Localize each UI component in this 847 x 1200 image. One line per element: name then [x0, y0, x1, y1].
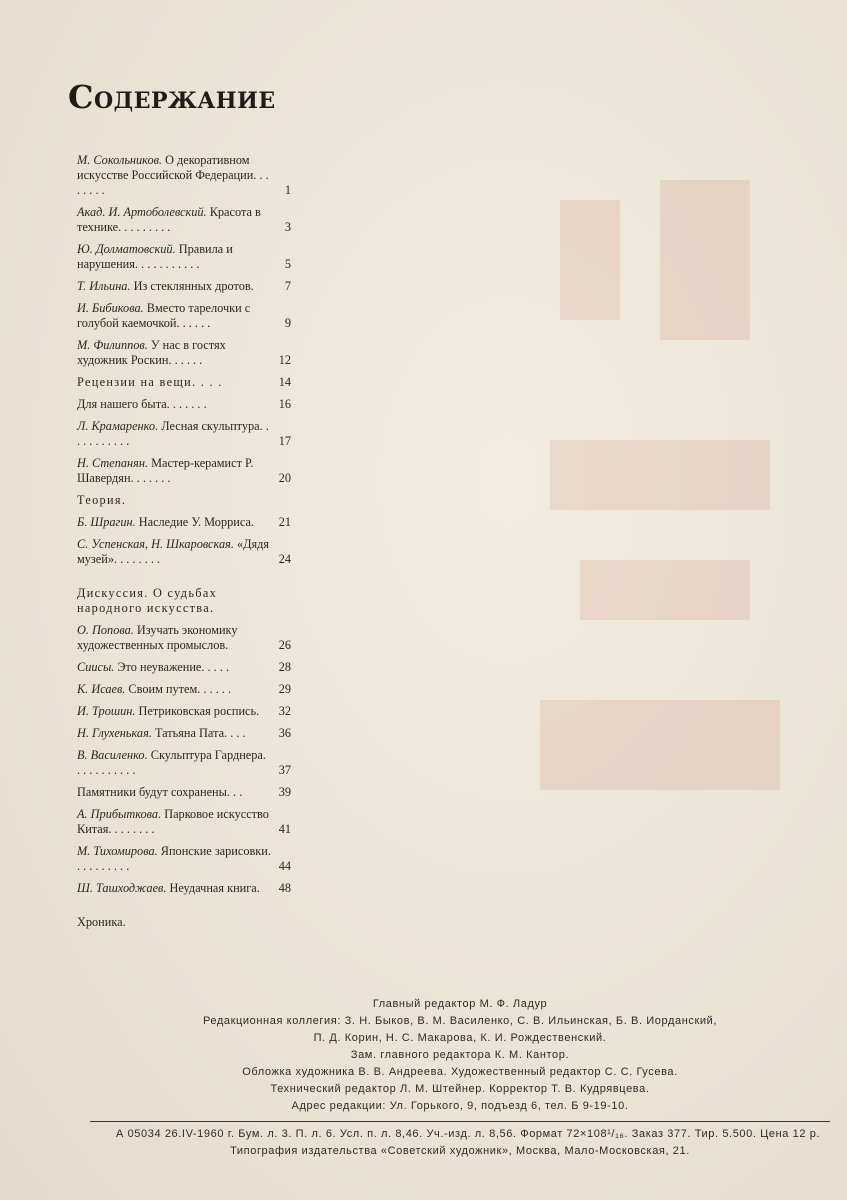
- toc-entry-text: [77, 537, 271, 567]
- imprint-editor: Главный редактор М. Ф. Ладур: [372, 998, 548, 1010]
- toc-entry-author: В. Василенко.: [77, 748, 148, 762]
- toc-entry-text: [77, 726, 271, 741]
- toc-entry: [77, 419, 291, 449]
- toc-entry-text: [77, 844, 271, 874]
- toc-entry: [77, 844, 291, 874]
- toc-entry-author: М. Сокольников.: [77, 153, 163, 167]
- toc-entry-page: 9: [284, 316, 291, 330]
- toc-entry-page: 48: [278, 881, 291, 895]
- toc-entry-text: [77, 301, 271, 331]
- bleed-through-graphic: [520, 140, 820, 840]
- toc-entry-title: Для нашего быта. . . . . . .: [77, 397, 207, 411]
- imprint-tech-editor: Технический редактор Л. М. Штейнер. Корректор Т. В. Кудрявцева.: [270, 1083, 650, 1095]
- toc-entry: [77, 279, 291, 294]
- page-title: Содержание: [68, 78, 276, 116]
- toc-entry-author: И. Трошин.: [77, 704, 136, 718]
- toc-entry: [77, 881, 291, 896]
- toc-entry-title: Своим путем. . . . . .: [125, 682, 232, 696]
- imprint-deputy: Зам. главного редактора К. М. Кантор.: [350, 1049, 570, 1061]
- toc-entry: [77, 682, 291, 697]
- toc-entry: [77, 623, 291, 653]
- toc-entry-text: [77, 704, 271, 719]
- toc-entry-author: Л. Крамаренко.: [77, 419, 159, 433]
- toc-entry: [77, 493, 291, 508]
- toc-entry-page: 12: [278, 353, 291, 367]
- toc-entry-author: Т. Ильина.: [77, 279, 131, 293]
- toc-entry-text: [77, 493, 271, 508]
- toc-entry: [77, 586, 291, 616]
- toc-entry-title: Изучать экономику художественных промыслов.: [77, 623, 238, 652]
- toc-entry-author: Н. Степанян.: [77, 456, 149, 470]
- toc-entry: [77, 375, 291, 390]
- toc-entry-text: [77, 586, 271, 616]
- toc-entry-text: [77, 338, 271, 368]
- toc-entry: [77, 537, 291, 567]
- toc-entry: [77, 915, 291, 930]
- toc-entry-text: [77, 748, 271, 778]
- toc-entry: [77, 704, 291, 719]
- toc-entry-page: 36: [278, 726, 291, 740]
- toc-entry-title: Лесная скульптура. . . . . . . . . . .: [77, 419, 269, 448]
- toc-entry-text: [77, 456, 271, 486]
- toc-entry-page: 29: [278, 682, 291, 696]
- toc-entry-title: У нас в гостях художник Роскин. . . . . .: [77, 338, 226, 367]
- toc-entry: [77, 660, 291, 675]
- toc-entry-text: [77, 153, 271, 198]
- toc-entry-text: [77, 881, 271, 896]
- toc-entry-title: Дискуссия. О судьбах народного искусства.: [77, 586, 218, 615]
- toc-entry: [77, 301, 291, 331]
- toc-entry-author: М. Тихомирова.: [77, 844, 158, 858]
- toc-entry-page: 21: [278, 515, 291, 529]
- toc-entry: [77, 338, 291, 368]
- toc-entry-title: Хроника.: [77, 915, 126, 929]
- toc-entry-title: О декоративном искусстве Российской Федерации. . . . . . . .: [77, 153, 269, 197]
- toc-entry-author: А. Прибыткова.: [77, 807, 162, 821]
- toc-entry-title: Парковое искусство Китая. . . . . . . .: [77, 807, 269, 836]
- toc-entry-page: 32: [278, 704, 291, 718]
- table-of-contents: [77, 153, 291, 937]
- toc-entry-text: [77, 660, 271, 675]
- toc-entry: [77, 726, 291, 741]
- toc-entry-page: 3: [284, 220, 291, 234]
- toc-entry-author: Ю. Долматовский.: [77, 242, 176, 256]
- toc-entry-text: [77, 623, 271, 653]
- toc-entry: [77, 205, 291, 235]
- toc-entry-author: Сиисы.: [77, 660, 115, 674]
- toc-entry: [77, 785, 291, 800]
- toc-entry-title: Вместо тарелочки с голубой каемочкой. . . . . .: [77, 301, 251, 330]
- toc-entry-title: Рецензии на вещи. . . .: [77, 375, 223, 389]
- imprint-address: Адрес редакции: Ул. Горького, 9, подъезд 6, тел. Б 9-19-10.: [291, 1100, 629, 1112]
- toc-entry: [77, 397, 291, 412]
- toc-spacer: [77, 574, 291, 586]
- toc-entry-text: [77, 807, 271, 837]
- toc-entry-page: 17: [278, 434, 291, 448]
- imprint: [90, 996, 830, 1160]
- toc-entry-text: [77, 682, 271, 697]
- toc-entry-title: Красота в технике. . . . . . . . .: [77, 205, 261, 234]
- toc-entry-text: [77, 375, 271, 390]
- toc-entry-page: 16: [278, 397, 291, 411]
- toc-entry-text: [77, 515, 271, 530]
- toc-entry-page: 26: [278, 638, 291, 652]
- imprint-print-data: А 05034 26.IV-1960 г. Бум. л. 3. П. л. 6. Усл. п. л. 8,46. Уч.-изд. л. 8,56. Формат 72×108¹/₁₆. Заказ 377. Тир. 5.500. Цена 12 р.: [116, 1128, 821, 1140]
- toc-entry: [77, 153, 291, 198]
- toc-entry-page: 7: [284, 279, 291, 293]
- toc-entry: [77, 748, 291, 778]
- toc-entry-author: О. Попова.: [77, 623, 134, 637]
- toc-entry-text: [77, 242, 271, 272]
- toc-entry: [77, 515, 291, 530]
- toc-entry-page: 28: [278, 660, 291, 674]
- toc-entry-text: [77, 785, 271, 800]
- toc-entry-title: Правила и нарушения. . . . . . . . . . .: [77, 242, 233, 271]
- toc-entry-page: 37: [278, 763, 291, 777]
- toc-entry: [77, 807, 291, 837]
- imprint-board-cont: П. Д. Корин, Н. С. Макарова, К. И. Рождественский.: [313, 1032, 607, 1044]
- toc-entry-author: С. Успенская, Н. Шкаровская.: [77, 537, 234, 551]
- toc-entry-text: [77, 915, 271, 930]
- toc-entry-page: 24: [278, 552, 291, 566]
- toc-entry-text: [77, 279, 271, 294]
- toc-entry-author: Н. Глухенькая.: [77, 726, 152, 740]
- toc-entry-title: Японские зарисовки. . . . . . . . . .: [77, 844, 271, 873]
- toc-entry: [77, 242, 291, 272]
- toc-entry-text: [77, 397, 271, 412]
- imprint-printer: Типография издательства «Советский художник», Москва, Мало-Московская, 21.: [230, 1145, 690, 1157]
- toc-entry-page: 20: [278, 471, 291, 485]
- toc-entry-text: [77, 205, 271, 235]
- toc-entry-title: «Дядя музей». . . . . . . .: [77, 537, 270, 566]
- toc-entry-title: Из стеклянных дротов.: [130, 279, 254, 293]
- imprint-board: Редакционная коллегия: З. Н. Быков, В. М. Василенко, С. В. Ильинская, Б. В. Иорданский,: [202, 1015, 718, 1027]
- toc-entry-title: Неудачная книга.: [166, 881, 260, 895]
- toc-entry-title: Это неуважение. . . . .: [114, 660, 230, 674]
- toc-entry-page: 41: [278, 822, 291, 836]
- toc-entry-author: Ш. Ташходжаев.: [77, 881, 167, 895]
- toc-entry-page: 14: [278, 375, 291, 389]
- toc-entry-title: Петриковская роспись.: [135, 704, 260, 718]
- toc-spacer: [77, 903, 291, 915]
- toc-entry-title: Теория.: [77, 493, 127, 507]
- toc-entry-page: 39: [278, 785, 291, 799]
- toc-entry-page: 1: [284, 183, 291, 197]
- imprint-cover: Обложка художника В. В. Андреева. Художественный редактор С. С. Гусева.: [242, 1066, 678, 1078]
- toc-entry-title: Памятники будут сохранены. . .: [77, 785, 243, 799]
- toc-entry-title: Мастер-керамист Р. Шавердян. . . . . . .: [77, 456, 254, 485]
- toc-entry-author: Б. Шрагин.: [77, 515, 136, 529]
- imprint-divider: [90, 1121, 830, 1122]
- toc-entry-title: Скульптура Гарднера. . . . . . . . . . .: [77, 748, 266, 777]
- toc-entry-page: 5: [284, 257, 291, 271]
- toc-entry-author: М. Филиппов.: [77, 338, 148, 352]
- toc-entry-page: 44: [278, 859, 291, 873]
- toc-entry-author: Акад. И. Артоболевский.: [77, 205, 207, 219]
- toc-entry: [77, 456, 291, 486]
- toc-entry-author: К. Исаев.: [77, 682, 126, 696]
- toc-entry-title: Наследие У. Морриса.: [135, 515, 254, 529]
- toc-entry-author: И. Бибикова.: [77, 301, 144, 315]
- toc-entry-text: [77, 419, 271, 449]
- toc-entry-title: Татьяна Пата. . . .: [151, 726, 246, 740]
